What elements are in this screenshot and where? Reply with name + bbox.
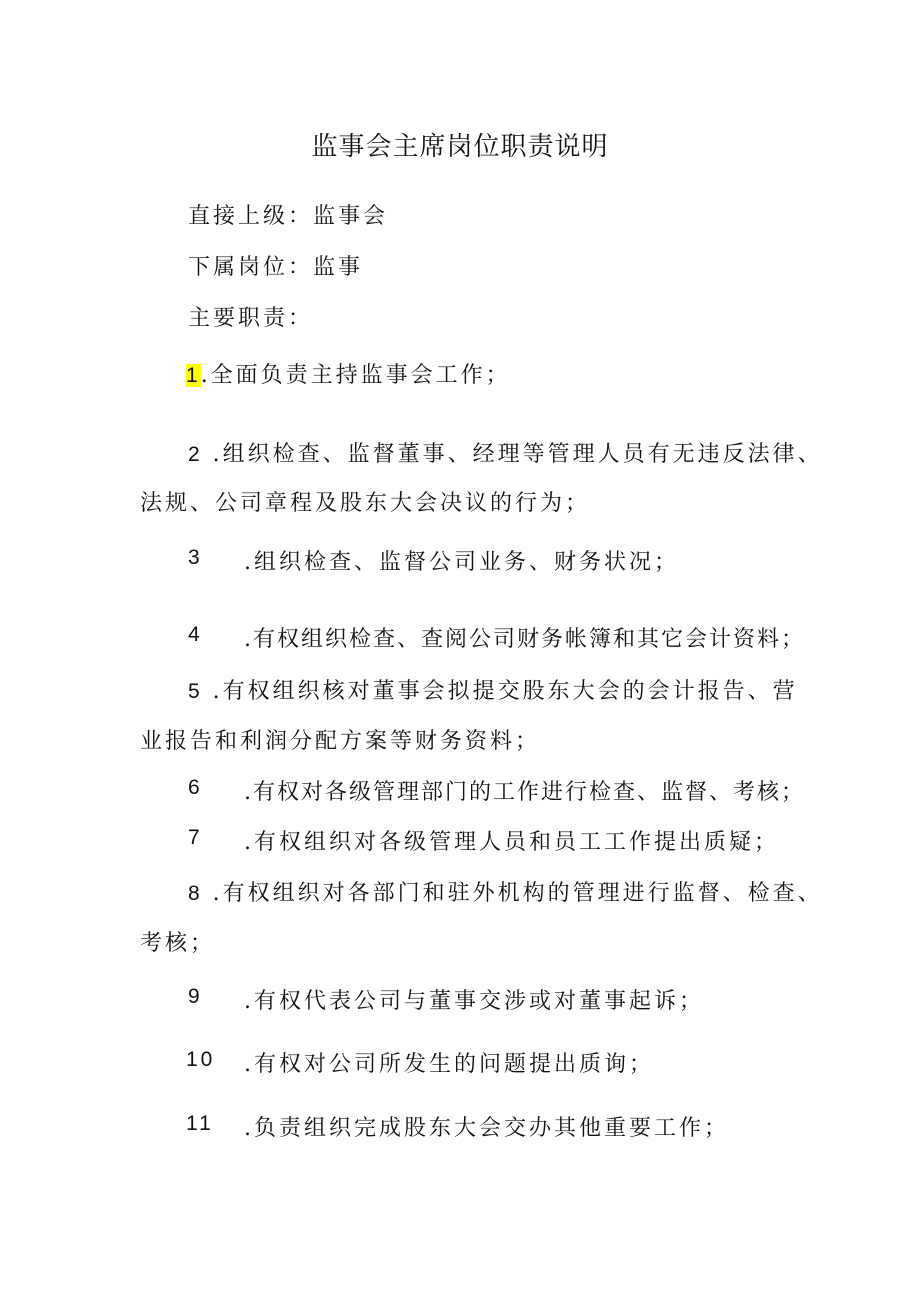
list-item [188,825,203,850]
item-text: .全面负责主持监事会工作； [200,363,511,388]
item-text: .有权组织核对董事会拟提交股东大会的会计报告、营 [202,679,798,704]
item-number: 11 [186,1112,214,1135]
main-duties-label: 主要职责： [188,306,314,331]
subordinate-position: 下属岗位：监事 [188,255,364,280]
list-item [188,876,823,907]
item-number: 2 [188,443,203,466]
item-text: .有权代表公司与董事交涉或对董事起诉； [244,989,704,1014]
list-item [188,674,798,705]
item-text: .有权组织检查、查阅公司财务帐簿和其它会计资料； [244,627,805,652]
item-text: .有权对各级管理部门的工作进行检查、监督、考核； [244,780,805,805]
list-item [188,984,203,1009]
item-text: .有权组织对各部门和驻外机构的管理进行监督、检查、 [202,881,823,906]
item-number: 1 [186,364,201,387]
list-item-continuation: 考核； [140,931,216,956]
item-number: 10 [186,1048,216,1071]
item-number: 6 [188,776,203,799]
item-text: .组织检查、监督董事、经理等管理人员有无违反法律、 [202,442,823,467]
list-item-continuation: 法规、公司章程及股东大会决议的行为； [140,491,591,516]
item-number: 4 [188,623,203,646]
item-number: 3 [188,546,203,569]
direct-superior: 直接上级：监事会 [188,204,389,229]
item-text: .有权组织对各级管理人员和员工工作提出质疑； [244,830,779,855]
list-item [186,1111,214,1136]
list-item-continuation: 业报告和利润分配方案等财务资料； [140,729,541,754]
item-number: 7 [188,826,203,849]
list-item [186,358,511,389]
list-item [188,622,203,647]
item-number: 5 [188,680,203,703]
list-item [188,437,823,468]
item-text: .负责组织完成股东大会交办其他重要工作； [244,1116,729,1141]
page-title: 监事会主席岗位职责说明 [311,132,609,162]
list-item [188,545,203,570]
item-number: 8 [188,882,203,905]
list-item [188,775,203,800]
item-number: 9 [188,985,203,1008]
item-text: .有权对公司所发生的问题提出质询； [244,1052,654,1077]
list-item [186,1047,215,1072]
item-text: .组织检查、监督公司业务、财务状况； [244,550,679,575]
